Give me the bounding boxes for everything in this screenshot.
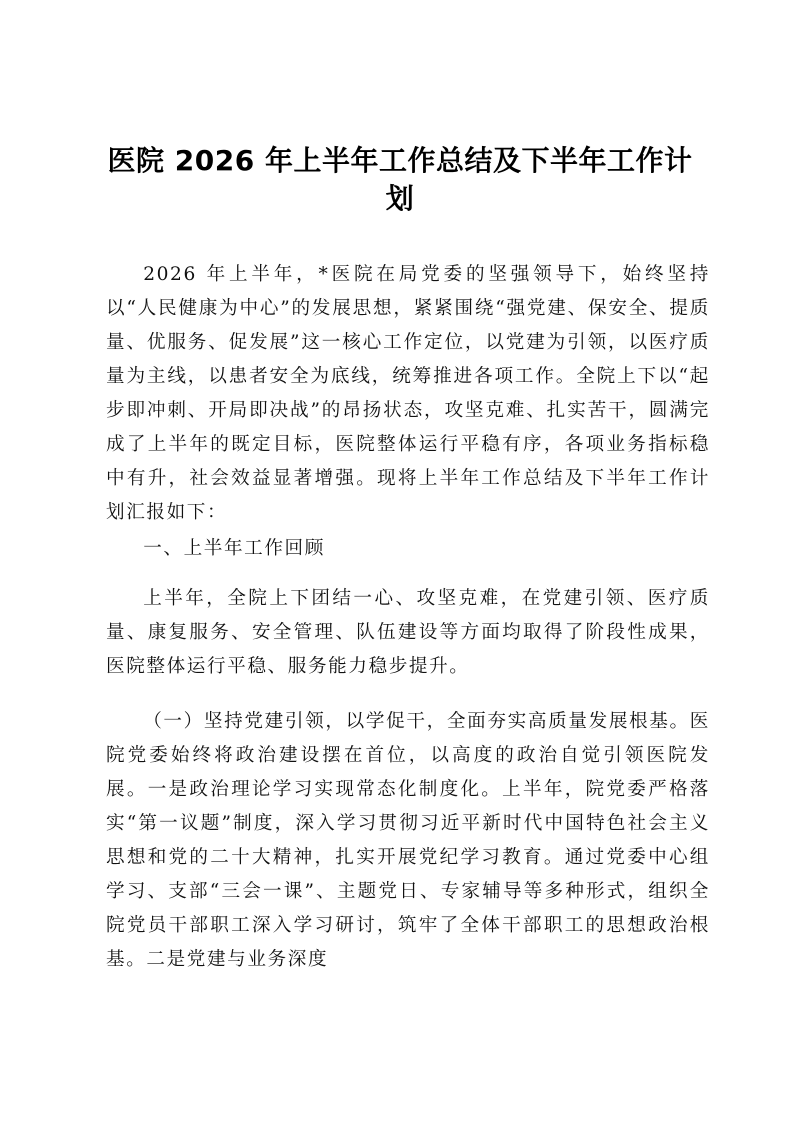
subsection-paragraph: （一）坚持党建引领，以学促干，全面夯实高质量发展根基。医院党委始终将政治建设摆在首位，以高度的政治自觉引领医院发展。一是政治理论学习实现常态化制度化。上半年，院党委严格落实“第一议题”制度，深入学习贯彻习近平新时代中国特色社会主义思想和党的二十大精神，扎实开展党纪学习教育。通过党委中心组学习、支部“三会一课”、主题党日、专家辅导等多种形式，组织全院党员干部职工深入学习研讨，筑牢了全体干部职工的思想政治根基。二是党建与业务深度 [106,711,710,970]
section-summary-paragraph: 上半年，全院上下团结一心、攻坚克难，在党建引领、医疗质量、康复服务、安全管理、队伍建设等方面均取得了阶段性成果，医院整体运行平稳、服务能力稳步提升。 [106,588,710,677]
section-heading: 一、上半年工作回顾 [143,538,325,559]
intro-paragraph: 2026 年上半年，*医院在局党委的坚强领导下，始终坚持以“人民健康为中心”的发展思想，紧紧围绕“强党建、保安全、提质量、优服务、促发展”这一核心工作定位，以党建为引领，以医疗质量为主线，以患者安全为底线，统筹推进各项工作。全院上下以“起步即冲刺、开局即决战”的昂扬状态，攻坚克难、扎实苦干，圆满完成了上半年的既定目标，医院整体运行平稳有序，各项业务指标稳中有升，社会效益显著增强。现将上半年工作总结及下半年工作计划汇报如下： [106,264,710,523]
document-title: 医院 2026 年上半年工作总结及下半年工作计划 [107,144,693,215]
